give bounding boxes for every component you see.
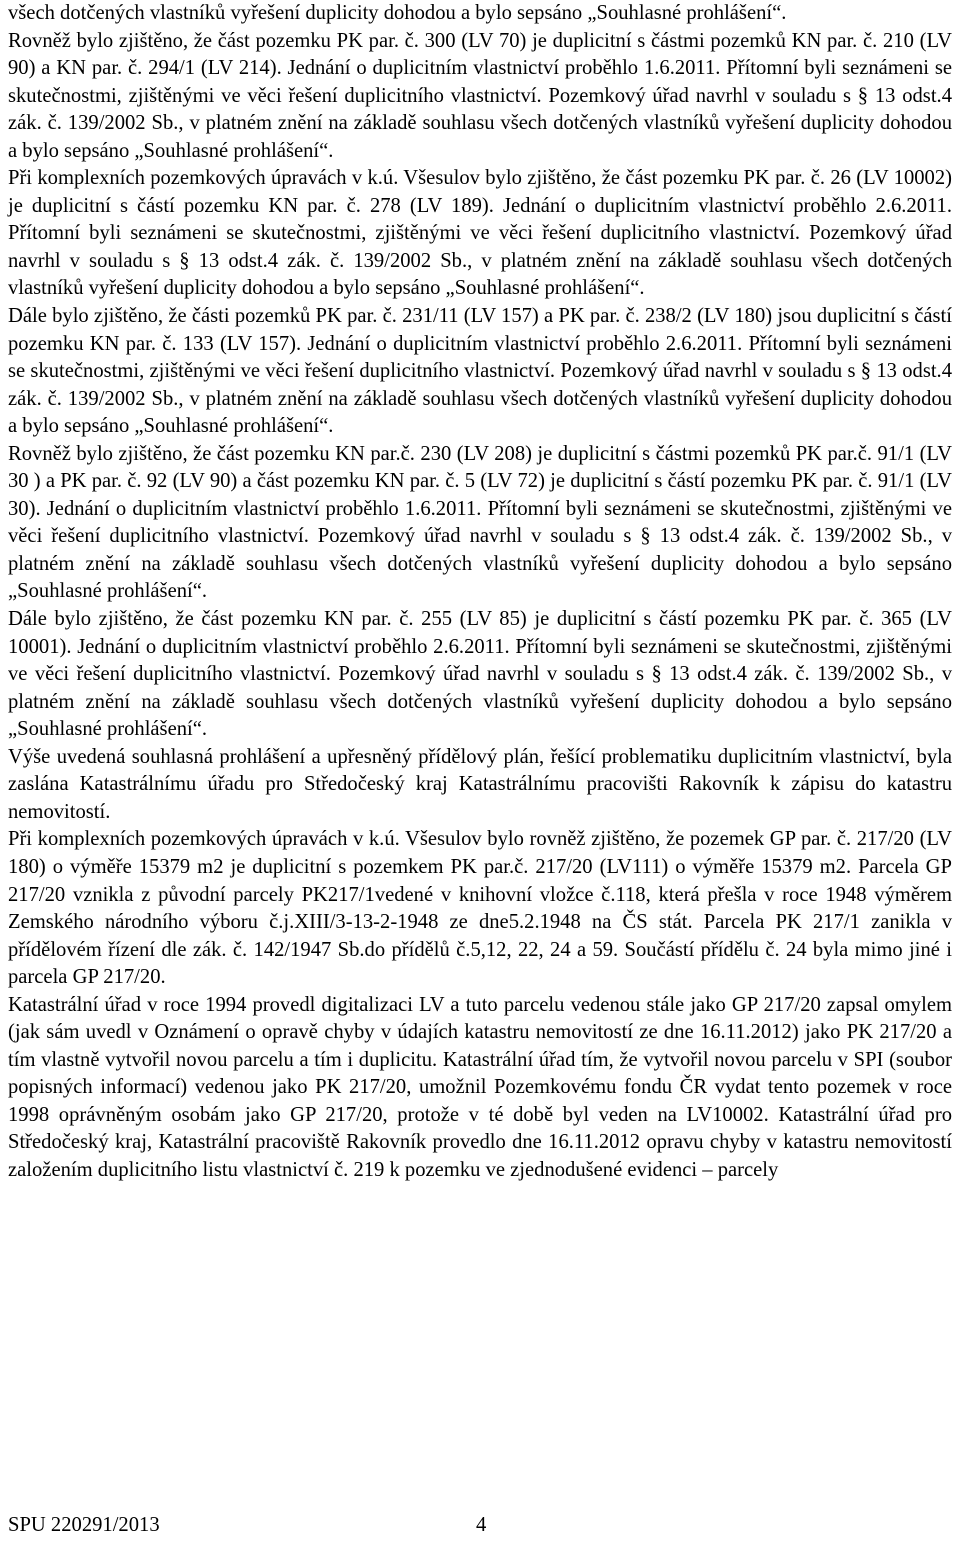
paragraph-7: Výše uvedená souhlasná prohlášení a upřesněný přídělový plán, řešící problematiku duplicitním vlastnictví, byla zaslána Katastrálnímu úřadu pro Středočeský kraj Katastrálnímu pracovišti Rakovník k zápisu do katastru nemovitostí. [8,745,952,823]
paragraph-6: Dále bylo zjištěno, že část pozemku KN par. č. 255 (LV 85) je duplicitní s částí pozemku PK par. č. 365 (LV 10001). Jednání o duplicitním vlastnictví proběhlo 2.6.2011. Přítomní byli seznámeni se skutečnostmi, zjištěnými ve věci řešení duplicitního vlastnictví. Pozemkový úřad navrhl v souladu s § 13 odst.4 zák. č. 139/2002 Sb., v platném znění na základě souhlasu všech dotčených vlastníků vyřešení duplicity dohodou a bylo sepsáno „Souhlasné prohlášení“. [8,608,952,741]
page-footer [8,1512,487,1539]
paragraph-1: všech dotčených vlastníků vyřešení duplicity dohodou a bylo sepsáno „Souhlasné prohlášení“. [8,2,787,24]
paragraph-8: Při komplexních pozemkových úpravách v k.ú. Všesulov bylo rovněž zjištěno, že pozemek GP par. č. 217/20 (LV 180) o výměře 15379 m2 je duplicitní s pozemkem PK par.č. 217/20 (LV111) o výměře 15379 m2. Parcela GP 217/20 vznikla z původní parcely PK217/1vedené v knihovní vložce č.118, která přešla v roce 1948 výměrem Zemského národního výboru č.j.XIII/3-13-2-1948 ze dne5.2.1948 na ČS stát. Parcela PK 217/1 zanikla v přídělovém řízení dle zák. č. 142/1947 Sb.do přídělů č.5,12, 22, 24 a 59. Součástí přídělu č. 24 byla mimo jiné i parcela GP 217/20. [8,828,952,989]
paragraph-5: Rovněž bylo zjištěno, že část pozemku KN par.č. 230 (LV 208) je duplicitní s částmi pozemků PK par.č. 91/1 (LV 30 ) a PK par. č. 92 (LV 90) a část pozemku KN par. č. 5 (LV 72) je duplicitní s částí pozemku PK par. č. 91/1 (LV 30). Jednání o duplicitním vlastnictví proběhlo 1.6.2011. Přítomní byli seznámeni se skutečnostmi, zjištěnými ve věci řešení duplicitního vlastnictví. Pozemkový úřad navrhl v souladu s § 13 odst.4 zák. č. 139/2002 Sb., v platném znění na základě souhlasu všech dotčených vlastníků vyřešení duplicity dohodou a bylo sepsáno „Souhlasné prohlášení“. [8,442,952,603]
page-number: 4 [476,1514,487,1536]
document-body [8,0,952,1185]
paragraph-4: Dále bylo zjištěno, že části pozemků PK par. č. 231/11 (LV 157) a PK par. č. 238/2 (LV 180) jsou duplicitní s částí pozemku KN par. č. 133 (LV 157). Jednání o duplicitním vlastnictví proběhlo 2.6.2011. Přítomní byli seznámeni se skutečnostmi, zjištěnými ve věci řešení duplicitního vlastnictví. Pozemkový úřad navrhl v souladu s § 13 odst.4 zák. č. 139/2002 Sb., v platném znění na základě souhlasu všech dotčených vlastníků vyřešení duplicity dohodou a bylo sepsáno „Souhlasné prohlášení“. [8,305,952,438]
document-id: SPU 220291/2013 [8,1514,160,1536]
paragraph-2: Rovněž bylo zjištěno, že část pozemku PK par. č. 300 (LV 70) je duplicitní s částmi pozemků KN par. č. 210 (LV 90) a KN par. č. 294/1 (LV 214). Jednání o duplicitním vlastnictví proběhlo 1.6.2011. Přítomní byli seznámeni se skutečnostmi, zjištěnými ve věci řešení duplicitního vlastnictví. Pozemkový úřad navrhl v souladu s § 13 odst.4 zák. č. 139/2002 Sb., v platném znění na základě souhlasu všech dotčených vlastníků vyřešení duplicity dohodou a bylo sepsáno „Souhlasné prohlášení“. [8,29,952,162]
paragraph-9: Katastrální úřad v roce 1994 provedl digitalizaci LV a tuto parcelu vedenou stále jako GP 217/20 zapsal omylem (jak sám uvedl v Oznámení o opravě chyby v údajích katastru nemovitostí ze dne 16.11.2012) jako PK 217/20 a tím vlastně vytvořil novou parcelu a tím i duplicitu. Katastrální úřad tím, že vytvořil novou parcelu v SPI (soubor popisných informací) vedenou jako PK 217/20, umožnil Pozemkovému fondu ČR vydat tento pozemek v roce 1998 oprávněným osobám jako GP 217/20, protože v té době byl veden na LV10002. Katastrální úřad pro Středočeský kraj, Katastrální pracoviště Rakovník provedlo dne 16.11.2012 opravu chyby v katastru nemovitostí založením duplicitního listu vlastnictví č. 219 k pozemku ve zjednodušené evidenci – parcely [8,993,952,1181]
paragraph-3: Při komplexních pozemkových úpravách v k.ú. Všesulov bylo zjištěno, že část pozemku PK par. č. 26 (LV 10002) je duplicitní s částí pozemku KN par. č. 278 (LV 189). Jednání o duplicitním vlastnictví proběhlo 2.6.2011. Přítomní byli seznámeni se skutečnostmi, zjištěnými ve věci řešení duplicitního vlastnictví. Pozemkový úřad navrhl v souladu s § 13 odst.4 zák. č. 139/2002 Sb., v platném znění na základě souhlasu všech dotčených vlastníků vyřešení duplicity dohodou a bylo sepsáno „Souhlasné prohlášení“. [8,167,952,300]
